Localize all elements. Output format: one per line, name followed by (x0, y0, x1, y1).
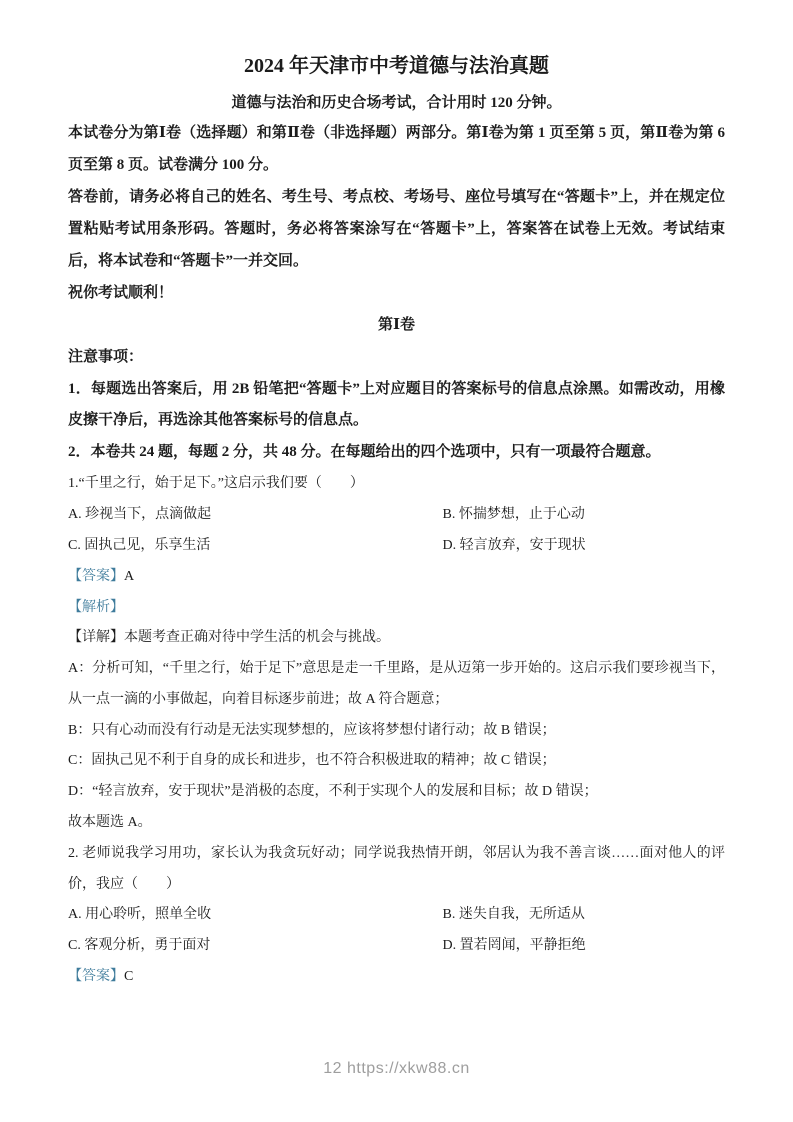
answer-label: 【答案】 (68, 568, 124, 584)
question-1-conclusion: 故本题选 A。 (68, 815, 152, 831)
question-1-options-row-1 (68, 500, 725, 531)
question-1-stem: 1.“千里之行，始于足下。”这启示我们要（ ） (68, 476, 364, 492)
section-heading: 第Ⅰ卷 (377, 316, 416, 333)
question-2-options-row-1 (68, 900, 725, 931)
question-1-option-d: D. 轻言放弃，安于现状 (442, 537, 586, 553)
intro-paragraph-1: 本试卷分为第Ⅰ卷（选择题）和第Ⅱ卷（非选择题）两部分。第Ⅰ卷为第 1 页至第 5 页，第Ⅱ卷为第 6 页至第 8 页。试卷满分 100 分。 (68, 125, 725, 173)
question-1-option-a: A. 珍视当下，点滴做起 (68, 507, 212, 523)
detail-label: 【详解】 (68, 630, 124, 646)
question-1-explanation-d: D：“轻言放弃，安于现状”是消极的态度，不利于实现个人的发展和目标；故 D 错误； (68, 784, 598, 800)
question-1-analysis-line (68, 593, 725, 624)
question-1-explanation-c: C：固执己见不利于自身的成长和进步，也不符合积极进取的精神；故 C 错误； (68, 753, 556, 769)
question-2-stem: 2. 老师说我学习用功，家长认为我贪玩好动；同学说我热情开朗，邻居认为我不善言谈……面对他人的评价，我应（ ） (68, 845, 725, 892)
answer-label: 【答案】 (68, 969, 124, 985)
question-1-option-b: B. 怀揣梦想，止于心动 (442, 507, 585, 523)
question-2-option-c: C. 客观分析，勇于面对 (68, 938, 211, 954)
intro-paragraph-2: 答卷前，请务必将自己的姓名、考生号、考点校、考场号、座位号填写在“答题卡”上，并在规定位置粘贴考试用条形码。答题时，务必将答案涂写在“答题卡”上，答案答在试卷上无效。考试结束后，将本试卷和“答题卡”一并交回。 (68, 188, 725, 269)
question-2-option-b: B. 迷失自我，无所适从 (442, 907, 585, 923)
exam-wish-line: 祝你考试顺利！ (68, 284, 174, 301)
notice-heading: 注意事项： (68, 348, 144, 365)
question-1-option-c: C. 固执己见，乐享生活 (68, 537, 211, 553)
page-footer-url[interactable]: 12 https://xkw88.cn (323, 1060, 470, 1077)
page-title: 2024 年天津市中考道德与法治真题 (244, 55, 549, 77)
question-2-option-a: A. 用心聆听，照单全收 (68, 907, 212, 923)
question-2-option-d: D. 置若罔闻，平静拒绝 (442, 938, 586, 954)
question-1-explanation-a: A：分析可知，“千里之行，始于足下”意思是走一千里路，是从迈第一步开始的。这启示我们要珍视当下，从一点一滴的小事做起，向着目标逐步前进；故 A 符合题意； (68, 661, 725, 707)
question-2-answer-line (68, 962, 725, 993)
notice-item-1: 1．每题选出答案后，用 2B 铅笔把“答题卡”上对应题目的答案标号的信息点涂黑。如需改动，用橡皮擦干净后，再选涂其他答案标号的信息点。 (68, 380, 725, 429)
notice-item-2: 2．本卷共 24 题，每题 2 分，共 48 分。在每题给出的四个选项中，只有一项最符合题意。 (68, 444, 661, 461)
question-1-answer-value: A (124, 568, 135, 584)
question-2-options-row-2 (68, 931, 725, 962)
exam-subtitle: 道德与法治和历史合场考试，合计用时 120 分钟。 (231, 95, 562, 111)
question-1-answer-line (68, 562, 725, 593)
question-1-explanation-b: B：只有心动而没有行动是无法实现梦想的，应该将梦想付诸行动；故 B 错误； (68, 722, 556, 738)
question-1-detail-text: 本题考查正确对待中学生活的机会与挑战。 (124, 630, 390, 646)
question-1-options-row-2 (68, 531, 725, 562)
question-1-detail-line (68, 623, 725, 654)
analysis-label: 【解析】 (68, 599, 124, 615)
question-2-answer-value: C (124, 969, 134, 985)
